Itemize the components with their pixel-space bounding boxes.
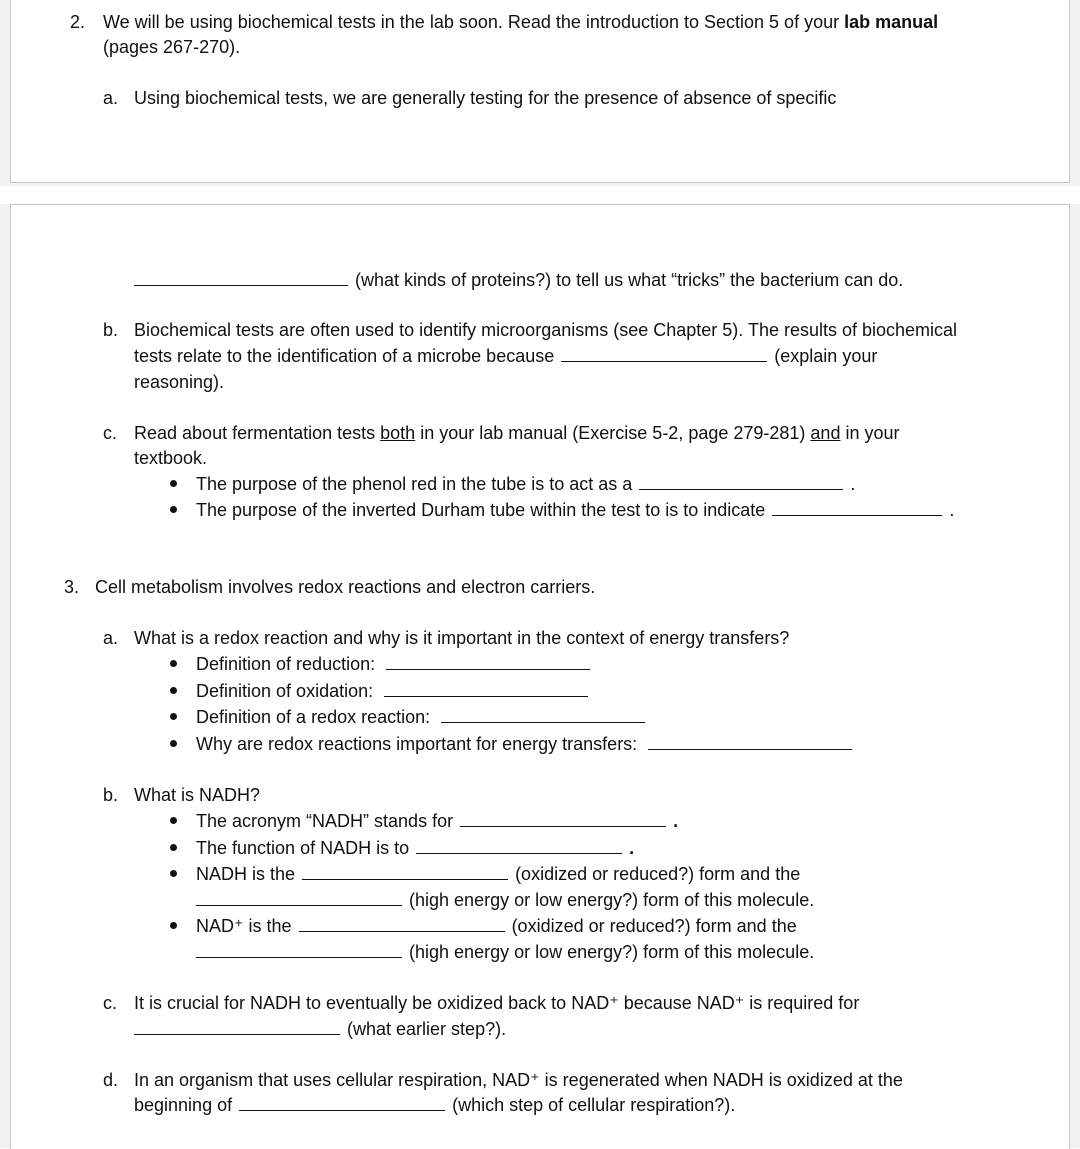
q2c-line1 (134, 421, 900, 445)
bullet-icon (170, 844, 177, 851)
q3b-bullet2 (196, 836, 634, 860)
q3a-bullet3-text: Definition of a redox reaction: (196, 707, 431, 727)
q3b-bullet4-line2-text: (high energy or low energy?) form of this molecule. (409, 942, 815, 962)
q3b-letter: b. (103, 785, 119, 805)
q2b-line2 (134, 344, 877, 368)
q2-intro-line1 (103, 10, 938, 34)
q3b-bullet1 (196, 809, 678, 833)
q2c-underline-both: both (380, 423, 416, 443)
q3a-bullet4 (196, 732, 854, 756)
q3a-bullet3 (196, 705, 647, 729)
q2c-bullet1 (196, 472, 855, 496)
q2c-line2: textbook. (134, 448, 208, 468)
q3a-bullet4-text: Why are redox reactions important for energy transfers: (196, 734, 638, 754)
q3b-bullet4-line2 (196, 940, 814, 964)
q2a-blank[interactable] (134, 271, 348, 286)
q3b-bullet4-after: (oxidized or reduced?) form and the (511, 916, 797, 936)
q3a-bullet1-text: Definition of reduction: (196, 654, 376, 674)
q3c-letter: c. (103, 993, 118, 1013)
bullet-icon (170, 817, 177, 824)
q3b-bullet2-text: The function of NADH is to (196, 838, 410, 858)
q3b-bullet1-blank[interactable] (460, 812, 666, 827)
q2c-bullet2-blank[interactable] (772, 501, 942, 516)
q2c-line1-text-a: Read about fermentation tests (134, 423, 381, 443)
q3-intro: Cell metabolism involves redox reactions and electron carriers. (95, 577, 596, 597)
q3-number: 3. (64, 577, 80, 597)
q2a-line2-text: (what kinds of proteins?) to tell us what “tricks” the bacterium can do. (355, 270, 904, 290)
q2-intro-bold: lab manual (844, 12, 939, 32)
q2b-line2-after: (explain your (774, 346, 878, 366)
q3b-bullet4 (196, 914, 797, 938)
q3b-bullet3-blank2[interactable] (196, 891, 402, 906)
q3b-bullet3-text: NADH is the (196, 864, 296, 884)
q2a-letter: a. (103, 88, 119, 108)
q3a-bullet1 (196, 652, 592, 676)
q2c-bullet1-blank[interactable] (639, 475, 843, 490)
q3b-bullet2-blank[interactable] (416, 839, 622, 854)
q3c-blank[interactable] (134, 1020, 340, 1035)
bullet-icon (170, 740, 177, 747)
q3a-letter: a. (103, 628, 119, 648)
q3b-bullet3-blank[interactable] (302, 865, 508, 880)
q3b-bullet2-period: . (629, 838, 635, 858)
q2a-line1: Using biochemical tests, we are generally testing for the presence of absence of specific (134, 88, 837, 108)
q2-number: 2. (70, 12, 86, 32)
bullet-icon (170, 922, 177, 929)
q3b-bullet4-text: NAD⁺ is the (196, 916, 292, 936)
bullet-icon (170, 687, 177, 694)
bullet-icon (170, 713, 177, 720)
page-gap (0, 186, 1080, 204)
q3d-line1: In an organism that uses cellular respiration, NAD⁺ is regenerated when NADH is oxidized at the (134, 1070, 903, 1090)
q2b-line2-text: tests relate to the identification of a microbe because (134, 346, 555, 366)
q3b-bullet3-line2-text: (high energy or low energy?) form of this molecule. (409, 890, 815, 910)
q2b-line3: reasoning). (134, 372, 225, 392)
q3d-line2 (134, 1093, 735, 1117)
q3a-bullet4-blank[interactable] (648, 735, 852, 750)
bullet-icon (170, 480, 177, 487)
q2c-line1-text-b: in your lab manual (Exercise 5-2, page 279-281) (415, 423, 811, 443)
q2c-bullet2 (196, 498, 954, 522)
q2c-line1-text-c: in your (840, 423, 900, 443)
q3a-bullet1-blank[interactable] (386, 655, 590, 670)
bullet-icon (170, 506, 177, 513)
q3b-bullet3 (196, 862, 800, 886)
q2c-underline-and: and (810, 423, 841, 443)
q3a-bullet3-blank[interactable] (441, 708, 645, 723)
q3b-bullet1-period: . (673, 811, 679, 831)
q3c-line1: It is crucial for NADH to eventually be oxidized back to NAD⁺ because NAD⁺ is required for (134, 993, 860, 1013)
q3b-bullet3-after: (oxidized or reduced?) form and the (515, 864, 801, 884)
q2b-letter: b. (103, 320, 119, 340)
q3d-letter: d. (103, 1070, 119, 1090)
bullet-icon (170, 870, 177, 877)
q3d-blank[interactable] (239, 1096, 445, 1111)
q3b-bullet3-line2 (196, 888, 814, 912)
q3a-bullet2-text: Definition of oxidation: (196, 681, 374, 701)
q2c-bullet2-text: The purpose of the inverted Durham tube within the test to is to indicate (196, 500, 766, 520)
q2-intro-text: We will be using biochemical tests in the lab soon. Read the introduction to Section 5 of your (103, 12, 845, 32)
q3d-line2-text: beginning of (134, 1095, 233, 1115)
q3a-bullet2-blank[interactable] (384, 682, 588, 697)
q2b-line1: Biochemical tests are often used to identify microorganisms (see Chapter 5). The results of biochemical (134, 320, 958, 340)
q3a-bullet2 (196, 679, 590, 703)
q2c-bullet2-period: . (949, 500, 955, 520)
q3b-bullet1-text: The acronym “NADH” stands for (196, 811, 454, 831)
q2c-bullet1-text: The purpose of the phenol red in the tube is to act as a (196, 474, 633, 494)
q3a-line1: What is a redox reaction and why is it important in the context of energy transfers? (134, 628, 790, 648)
q2-intro-line2: (pages 267-270). (103, 37, 241, 57)
q3b-line1: What is NADH? (134, 785, 261, 805)
q3c-line2-text: (what earlier step?). (347, 1019, 507, 1039)
bullet-icon (170, 660, 177, 667)
q2a-line2 (134, 268, 903, 292)
q2c-bullet1-period: . (850, 474, 856, 494)
q3b-bullet4-blank2[interactable] (196, 943, 402, 958)
q2b-blank[interactable] (561, 347, 767, 362)
q2c-letter: c. (103, 423, 118, 443)
q3b-bullet4-blank[interactable] (299, 917, 505, 932)
q3c-line2 (134, 1017, 506, 1041)
q3d-line2-after: (which step of cellular respiration?). (452, 1095, 736, 1115)
